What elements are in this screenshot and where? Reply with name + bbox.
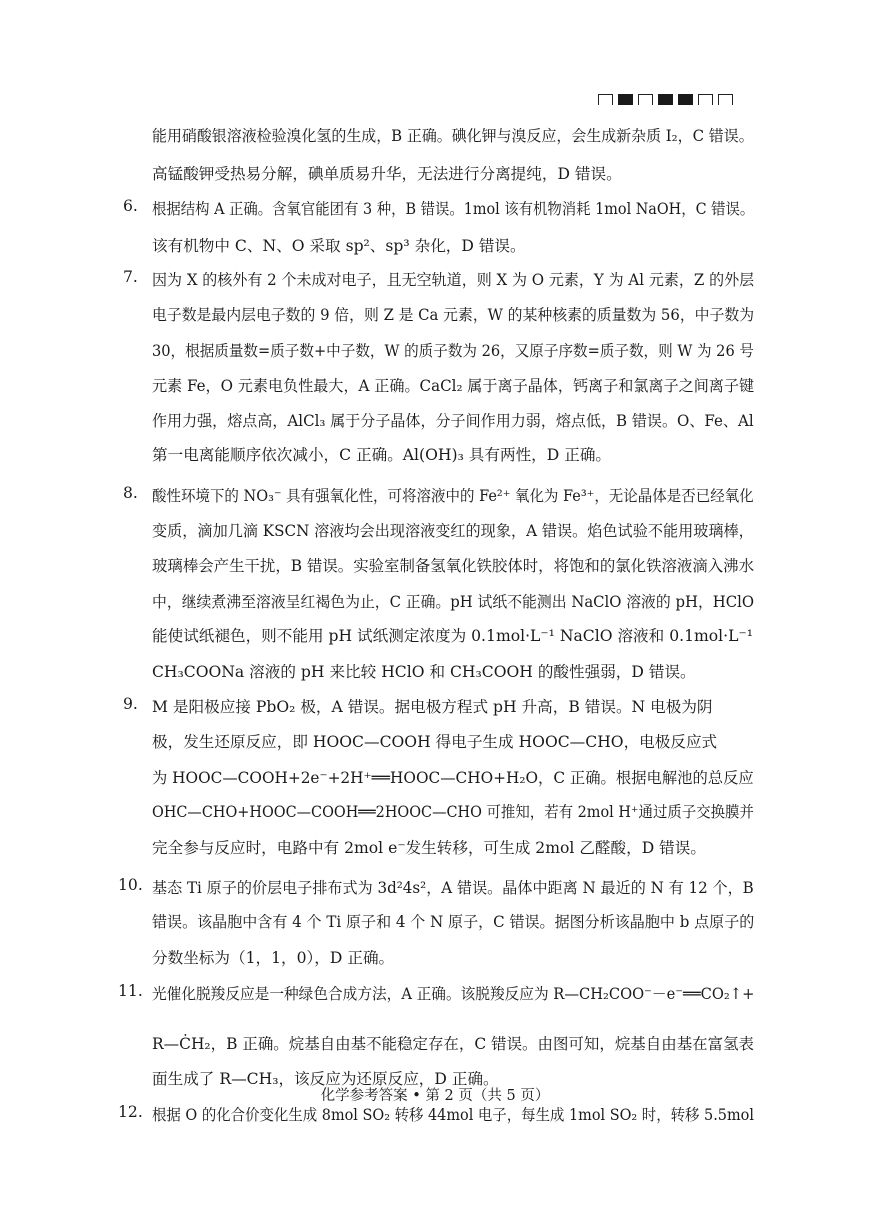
header-mark — [718, 94, 733, 105]
answer-line: 中，继续煮沸至溶液呈红褐色为止，C 正确。pH 试纸不能测出 NaClO 溶液的 pH，HClO — [152, 593, 755, 611]
answer-line: 玻璃棒会产生干扰，B 错误。实验室制备氢氧化铁胶体时，将饱和的氯化铁溶液滴入沸水 — [152, 557, 754, 575]
header-mark — [698, 94, 713, 105]
answer-line: 高锰酸钾受热易分解，碘单质易升华，无法进行分离提纯，D 错误。 — [152, 165, 622, 183]
answer-line: 基态 Ti 原子的价层电子排布式为 3d²4s²，A 错误。晶体中距离 N 最近的 N 有 12 个，B — [152, 879, 754, 897]
question-number: 12. — [118, 1103, 143, 1121]
answer-line: 元素 Fe，O 元素电负性最大，A 正确。CaCl₂ 属于离子晶体，钙离子和氯离子之间离子键 — [152, 377, 755, 395]
page-footer: 化学参考答案 • 第 2 页（共 5 页） — [320, 1088, 550, 1104]
answer-line: 酸性环境下的 NO₃⁻ 具有强氧化性，可将溶液中的 Fe²⁺ 氧化为 Fe³⁺，无论晶体是否已经氧化 — [152, 487, 754, 505]
answer-line: 根据结构 A 正确。含氧官能团有 3 种，B 错误。1mol 该有机物消耗 1mol NaOH，C 错误。 — [152, 200, 755, 218]
question-number: 11. — [118, 982, 143, 1000]
header-marks — [598, 94, 733, 105]
header-mark — [598, 94, 613, 105]
question-number: 6. — [123, 197, 138, 215]
header-mark — [618, 94, 633, 105]
header-mark — [678, 94, 693, 105]
answer-line: 第一电离能顺序依次减小，C 正确。Al(OH)₃ 具有两性，D 正确。 — [152, 446, 612, 464]
header-mark — [658, 94, 673, 105]
answer-line: 完全参与反应时，电路中有 2mol e⁻发生转移，可生成 2mol 乙醛酸，D 错误。 — [152, 839, 706, 857]
answer-line: 30，根据质量数=质子数+中子数，W 的质子数为 26，又原子序数=质子数，则 W 为 26 号 — [152, 342, 754, 360]
answer-line: 为 HOOC—COOH+2e⁻+2H⁺══HOOC—CHO+H₂O，C 正确。根据电解池的总反应 — [152, 769, 754, 787]
header-mark — [638, 94, 653, 105]
answer-line: M 是阳极应接 PbO₂ 极，A 错误。据电极方程式 pH 升高，B 错误。N 电极为阴 — [152, 698, 713, 716]
answer-line: 因为 X 的核外有 2 个未成对电子，且无空轨道，则 X 为 O 元素，Y 为 Al 元素，Z 的外层 — [152, 271, 755, 289]
question-number: 10. — [118, 876, 143, 894]
answer-line: 光催化脱羧反应是一种绿色合成方法，A 正确。该脱羧反应为 R—CH₂COO⁻－e⁻══CO₂↑+ — [152, 985, 755, 1003]
answer-line: CH₃COONa 溶液的 pH 来比较 HClO 和 CH₃COOH 的酸性强弱，D 错误。 — [152, 663, 696, 681]
question-number: 7. — [123, 268, 138, 286]
answer-line: 分数坐标为（1，1，0），D 正确。 — [152, 949, 395, 967]
answer-line: 该有机物中 C、N、O 采取 sp²、sp³ 杂化，D 错误。 — [152, 237, 526, 255]
answer-line: 根据 O 的化合价变化生成 8mol SO₂ 转移 44mol 电子，每生成 1mol SO₂ 时，转移 5.5mol — [152, 1106, 754, 1124]
answer-line: 能使试纸褪色，则不能用 pH 试纸测定浓度为 0.1mol·L⁻¹ NaClO 溶液和 0.1mol·L⁻¹ — [152, 627, 753, 645]
answer-line: 变质，滴加几滴 KSCN 溶液均会出现溶液变红的现象，A 错误。焰色试验不能用玻璃棒， — [152, 522, 754, 540]
question-number: 9. — [123, 695, 138, 713]
answer-line: 面生成了 R—CH₃，该反应为还原反应，D 正确。 — [152, 1070, 499, 1088]
answer-line: OHC—CHO+HOOC—COOH══2HOOC—CHO 可推知，若有 2mol H⁺通过质子交换膜并 — [152, 803, 754, 821]
answer-line: 电子数是最内层电子数的 9 倍，则 Z 是 Ca 元素，W 的某种核素的质量数为 56，中子数为 — [152, 306, 755, 324]
answer-line: 错误。该晶胞中含有 4 个 Ti 原子和 4 个 N 原子，C 错误。据图分析该晶胞中 b 点原子的 — [152, 913, 755, 931]
answer-line: 极，发生还原反应，即 HOOC—COOH 得电子生成 HOOC—CHO，电极反应式 — [152, 733, 718, 751]
answer-line: R—ĊH₂，B 正确。烷基自由基不能稳定存在，C 错误。由图可知，烷基自由基在富氢表 — [152, 1035, 755, 1053]
answer-line: 能用硝酸银溶液检验溴化氢的生成，B 正确。碘化钾与溴反应，会生成新杂质 I₂，C 错误。 — [152, 127, 754, 145]
answer-line: 作用力强，熔点高，AlCl₃ 属于分子晶体，分子间作用力弱，熔点低，B 错误。O、Fe、Al — [152, 412, 754, 430]
question-number: 8. — [123, 484, 138, 502]
